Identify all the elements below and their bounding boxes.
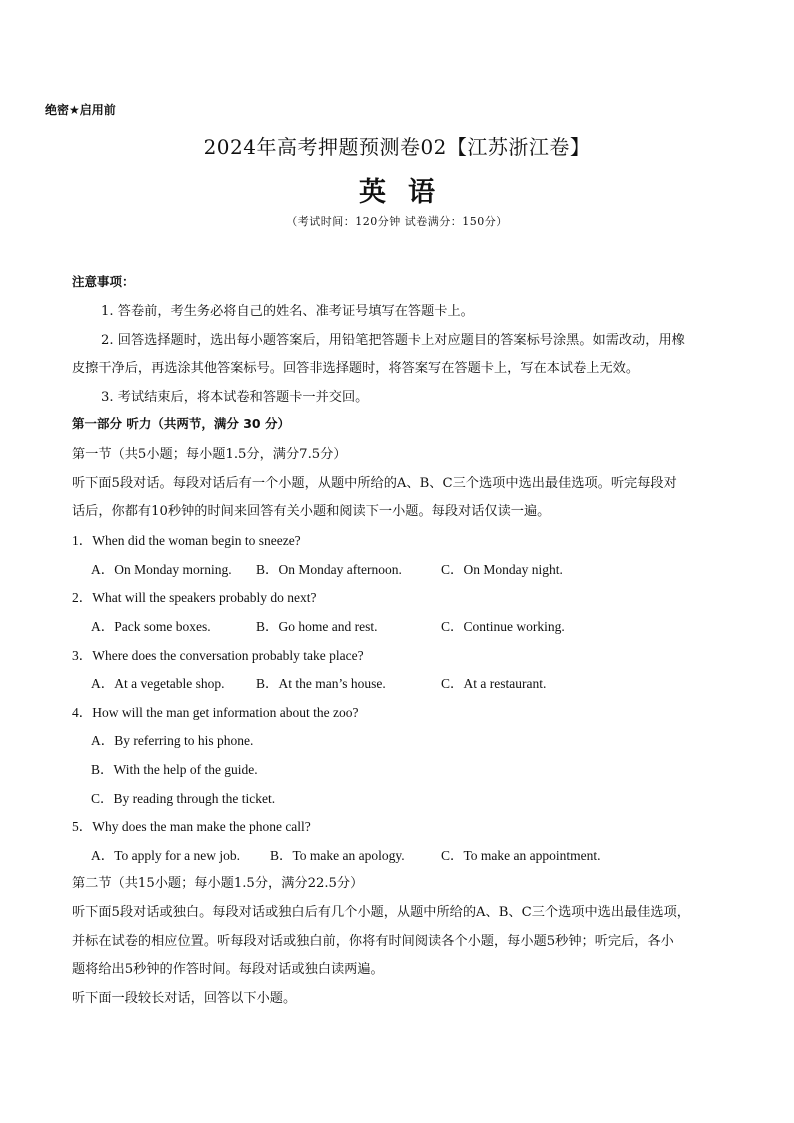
notice-item: 1. 答卷前，考生务必将自己的姓名、准考证号填写在答题卡上。 bbox=[101, 304, 474, 319]
notice-item: 皮擦干净后，再选涂其他答案标号。回答非选择题时，将答案写在答题卡上，写在本试卷上无效。 bbox=[72, 361, 640, 376]
option-b: B．Go home and rest. bbox=[256, 619, 378, 634]
section1-instruction: 听下面5段对话。每段对话后有一个小题，从题中所给的A、B、C三个选项中选出最佳选项。听完每段对 bbox=[72, 476, 677, 491]
question-3: 3．Where does the conversation probably take place? bbox=[72, 648, 364, 663]
question-4: 4．How will the man get information about the zoo? bbox=[72, 705, 359, 720]
option-b: B．On Monday afternoon. bbox=[256, 562, 402, 577]
option-a: A．At a vegetable shop. bbox=[91, 676, 225, 691]
section2-instruction: 题将给出5秒钟的作答时间。每段对话或独白读两遍。 bbox=[72, 962, 384, 977]
section2-instruction: 听下面5段对话或独白。每段对话或独白后有几个小题，从题中所给的A、B、C三个选项中选出最佳选项， bbox=[72, 905, 690, 920]
page-title: 2024年高考押题预测卷02【江苏浙江卷】 bbox=[203, 135, 591, 159]
section1-heading: 第一节（共5小题；每小题1.5分，满分7.5分） bbox=[72, 447, 347, 462]
option-a: A．To apply for a new job. bbox=[91, 848, 241, 863]
notice-item: 3. 考试结束后，将本试卷和答题卡一并交回。 bbox=[101, 390, 369, 405]
confidential-label: 绝密★启用前 bbox=[45, 103, 116, 117]
option-c: C．On Monday night. bbox=[441, 562, 563, 577]
question-2: 2．What will the speakers probably do next? bbox=[72, 590, 317, 605]
subject-title: 英语 bbox=[359, 177, 457, 208]
section2-heading: 第二节（共15小题；每小题1.5分，满分22.5分） bbox=[72, 876, 364, 891]
option-a: A．Pack some boxes. bbox=[91, 619, 211, 634]
option-c: C．At a restaurant. bbox=[441, 676, 547, 691]
section2-instruction: 并标在试卷的相应位置。听每段对话或独白前，你将有时间阅读各个小题，每小题5秒钟；听完后，各小 bbox=[72, 934, 674, 949]
option-b: B．At the man’s house. bbox=[256, 676, 386, 691]
option-a: A．On Monday morning. bbox=[91, 562, 232, 577]
notice-heading: 注意事项： bbox=[72, 274, 135, 289]
exam-info: （考试时间：120分钟 试卷满分：150分） bbox=[286, 215, 508, 228]
option-c: C．Continue working. bbox=[441, 619, 565, 634]
question-5: 5．Why does the man make the phone call? bbox=[72, 819, 311, 834]
notice-item: 2. 回答选择题时，选出每小题答案后，用铅笔把答题卡上对应题目的答案标号涂黑。如需改动，用橡 bbox=[101, 333, 685, 348]
option-b: B．To make an apology. bbox=[270, 848, 405, 863]
option-a: A．By referring to his phone. bbox=[91, 733, 254, 748]
option-c: C．To make an appointment. bbox=[441, 848, 601, 863]
option-b: B．With the help of the guide. bbox=[91, 762, 258, 777]
section1-instruction: 话后，你都有10秒钟的时间来回答有关小题和阅读下一小题。每段对话仅读一遍。 bbox=[72, 504, 551, 519]
part1-heading: 第一部分 听力（共两节，满分 30 分） bbox=[72, 416, 290, 431]
question-1: 1．When did the woman begin to sneeze? bbox=[72, 533, 301, 548]
option-c: C．By reading through the ticket. bbox=[91, 791, 276, 806]
section2-lead: 听下面一段较长对话，回答以下小题。 bbox=[72, 991, 297, 1006]
